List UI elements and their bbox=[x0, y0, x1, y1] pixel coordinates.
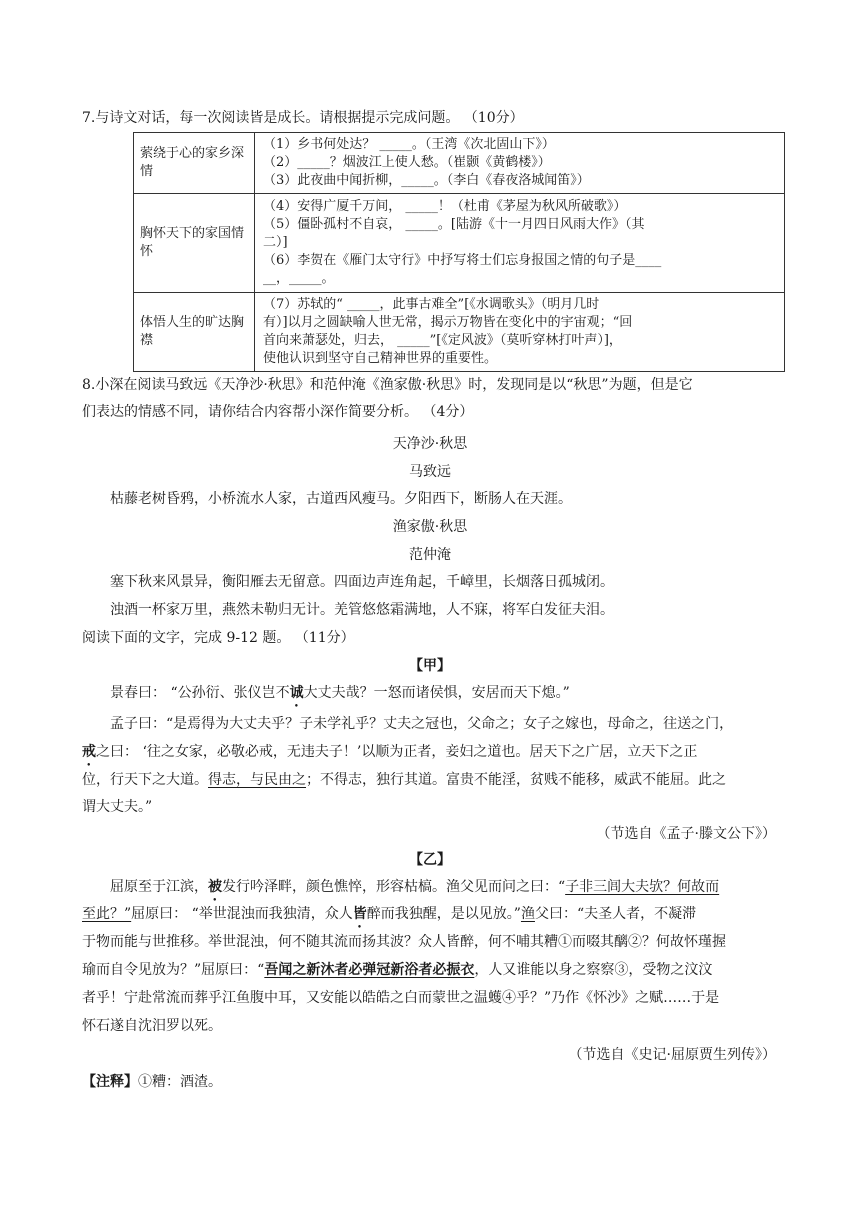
q7-row-body bbox=[255, 293, 785, 372]
underlined-phrase: 子非三闾大夫欤？何故而 bbox=[565, 879, 720, 895]
text: 景春曰： “公孙衍、张仪岂不 bbox=[110, 685, 290, 701]
text: 瑜而自令见放为？”屈原曰：“ bbox=[82, 962, 265, 978]
text: ；不得志，独行其道。富贵不能淫，贫贱不能移，威武不能屈。此之 bbox=[306, 772, 726, 788]
poem1-title: 天净沙·秋思 bbox=[392, 436, 468, 452]
jia-paragraph-2-line-4: 谓大丈夫。” bbox=[82, 799, 153, 815]
q7-row-hometown bbox=[134, 133, 785, 194]
annotation-heading: 【注释】 bbox=[82, 1074, 138, 1090]
underlined-phrase: 至此？” bbox=[82, 906, 132, 922]
q8-line-1: 8.小深在阅读马致远《天净沙·秋思》和范仲淹《渔家傲·秋思》时，发现同是以“秋思”为题，但是它 bbox=[82, 377, 693, 393]
q7-category: 萦绕于心的家乡深情 bbox=[134, 133, 255, 194]
q7-line: （6）李贺在《雁门太守行》中抒写将士们忘身报国之情的句子是____ bbox=[263, 253, 662, 268]
text: 大丈夫哉？一怒而诸侯惧，安居而天下熄。” bbox=[303, 685, 570, 701]
annotation-text: ①糟：酒渣。 bbox=[138, 1074, 222, 1090]
q8-line-2: 们表达的情感不同，请你结合内容帮小深作简要分析。 （4分） bbox=[82, 404, 474, 420]
bold-underlined-phrase: 吾闻之新沐者必弹冠新浴者必振衣 bbox=[264, 962, 475, 978]
text: 屈原曰： “举世混浊而我独清，众人 bbox=[131, 906, 353, 922]
q7-title: 7.与诗文对话，每一次阅读皆是成长。请根据提示完成问题。 （10分） bbox=[82, 110, 524, 126]
yi-line-5: 者乎！宁赴常流而葬乎江鱼腹中耳，又安能以皓皓之白而蒙世之温蠖④乎？”乃作《怀沙》之赋……于是 bbox=[82, 990, 720, 1006]
q7-line: （1）乡书何处达？ _____。（王湾《次北固山下》） bbox=[263, 137, 555, 152]
yi-line-4 bbox=[82, 960, 782, 980]
yi-source: （节选自《史记·屈原贾生列传》） bbox=[568, 1047, 776, 1063]
q7-category: 胸怀天下的家国情怀 bbox=[134, 194, 255, 293]
yi-line-6: 怀石遂自沈汨罗以死。 bbox=[82, 1018, 222, 1034]
jia-paragraph-2-line-3 bbox=[82, 770, 782, 790]
poem1-author: 马致远 bbox=[409, 464, 451, 480]
q7-row-body bbox=[255, 133, 785, 194]
jia-paragraph-2-line-1: 孟子曰：“是焉得为大丈夫乎？子未学礼乎？丈夫之冠也，父命之；女子之嫁也，母命之，往送之门， bbox=[110, 716, 734, 732]
dotted-word: 被 bbox=[208, 879, 222, 895]
reading-intro: 阅读下面的文字，完成 9-12 题。 （11分） bbox=[82, 630, 355, 646]
poem2-author: 范仲淹 bbox=[409, 547, 451, 563]
section-heading-yi: 【乙】 bbox=[409, 852, 451, 868]
jia-source: （节选自《孟子·滕文公下》） bbox=[596, 826, 776, 842]
poem2-title: 渔家傲·秋思 bbox=[392, 519, 468, 535]
text: 发行吟泽畔，颜色憔悴，形容枯槁。渔父见而问之曰：“ bbox=[222, 879, 566, 895]
q7-line: 有）]以月之圆缺喻人世无常，揭示万物皆在变化中的宇宙观；“回 bbox=[263, 315, 633, 330]
yi-line-1 bbox=[110, 877, 782, 904]
yi-line-2 bbox=[82, 904, 782, 931]
text: 位，行天下之大道。 bbox=[82, 772, 208, 788]
q7-line: （2）_____？烟波江上使人愁。（崔颢《黄鹤楼》） bbox=[263, 155, 551, 170]
text: 父曰：“夫圣人者，不凝滞 bbox=[534, 906, 697, 922]
q7-line: __，_____。 bbox=[263, 271, 335, 286]
section-heading-jia: 【甲】 bbox=[409, 658, 451, 674]
text: 醉而我独醒，是以见放。” bbox=[366, 906, 521, 922]
underlined-phrase: 得志，与民由之 bbox=[208, 772, 306, 788]
text: ，人又谁能以身之察察③，受物之汶汶 bbox=[474, 962, 713, 978]
q7-row-country bbox=[134, 194, 785, 293]
q7-table bbox=[133, 132, 785, 372]
text: 之曰： ‘往之女家，必敬必戒，无违夫子！’以顺为正者，妾妇之道也。居天下之广居，立天下之正 bbox=[96, 744, 698, 760]
text: 屈原至于江滨， bbox=[110, 879, 208, 895]
yi-line-3: 于物而能与世推移。举世混浊，何不随其流而扬其波？众人皆醉，何不哺其糟①而啜其醨②？何故怀瑾握 bbox=[82, 934, 726, 950]
q7-row-body bbox=[255, 194, 785, 293]
dotted-word: 戒 bbox=[82, 744, 96, 760]
dotted-word: 诚 bbox=[289, 685, 304, 701]
q7-line: 二）] bbox=[263, 235, 288, 250]
q7-line: （5）僵卧孤村不自哀， _____。[陆游《十一月四日风雨大作》（其 bbox=[263, 217, 645, 232]
poem1-text: 枯藤老树昏鸦，小桥流水人家，古道西风瘦马。夕阳西下，断肠人在天涯。 bbox=[110, 491, 572, 507]
q7-row-life bbox=[134, 293, 785, 372]
q7-line: 首向来萧瑟处，归去， _____”[《定风波》（莫听穿林打叶声）]， bbox=[263, 333, 622, 348]
q7-line: （7）苏轼的“ _____，此事古难全”[《水调歌头》（明月几时 bbox=[263, 297, 600, 312]
q7-line: 使他认识到坚守自己精神世界的重要性。 bbox=[263, 351, 498, 366]
poem2-line-2: 浊酒一杯家万里，燕然未勒归无计。羌管悠悠霜满地，人不寐，将军白发征夫泪。 bbox=[110, 602, 614, 618]
jia-paragraph-2-line-2 bbox=[82, 742, 782, 769]
q7-category: 体悟人生的旷达胸襟 bbox=[134, 293, 255, 372]
annotation bbox=[82, 1072, 782, 1092]
underlined-phrase: 渔 bbox=[520, 906, 535, 922]
jia-paragraph-1 bbox=[110, 683, 782, 710]
poem2-line-1: 塞下秋来风景异，衡阳雁去无留意。四面边声连角起，千嶂里，长烟落日孤城闭。 bbox=[110, 574, 614, 590]
q7-line: （3）此夜曲中闻折柳，_____。（李白《春夜洛城闻笛》） bbox=[263, 173, 590, 188]
dotted-word: 皆 bbox=[352, 906, 367, 922]
q7-line: （4）安得广厦千万间， _____！（杜甫《茅屋为秋风所破歌》） bbox=[263, 199, 627, 214]
